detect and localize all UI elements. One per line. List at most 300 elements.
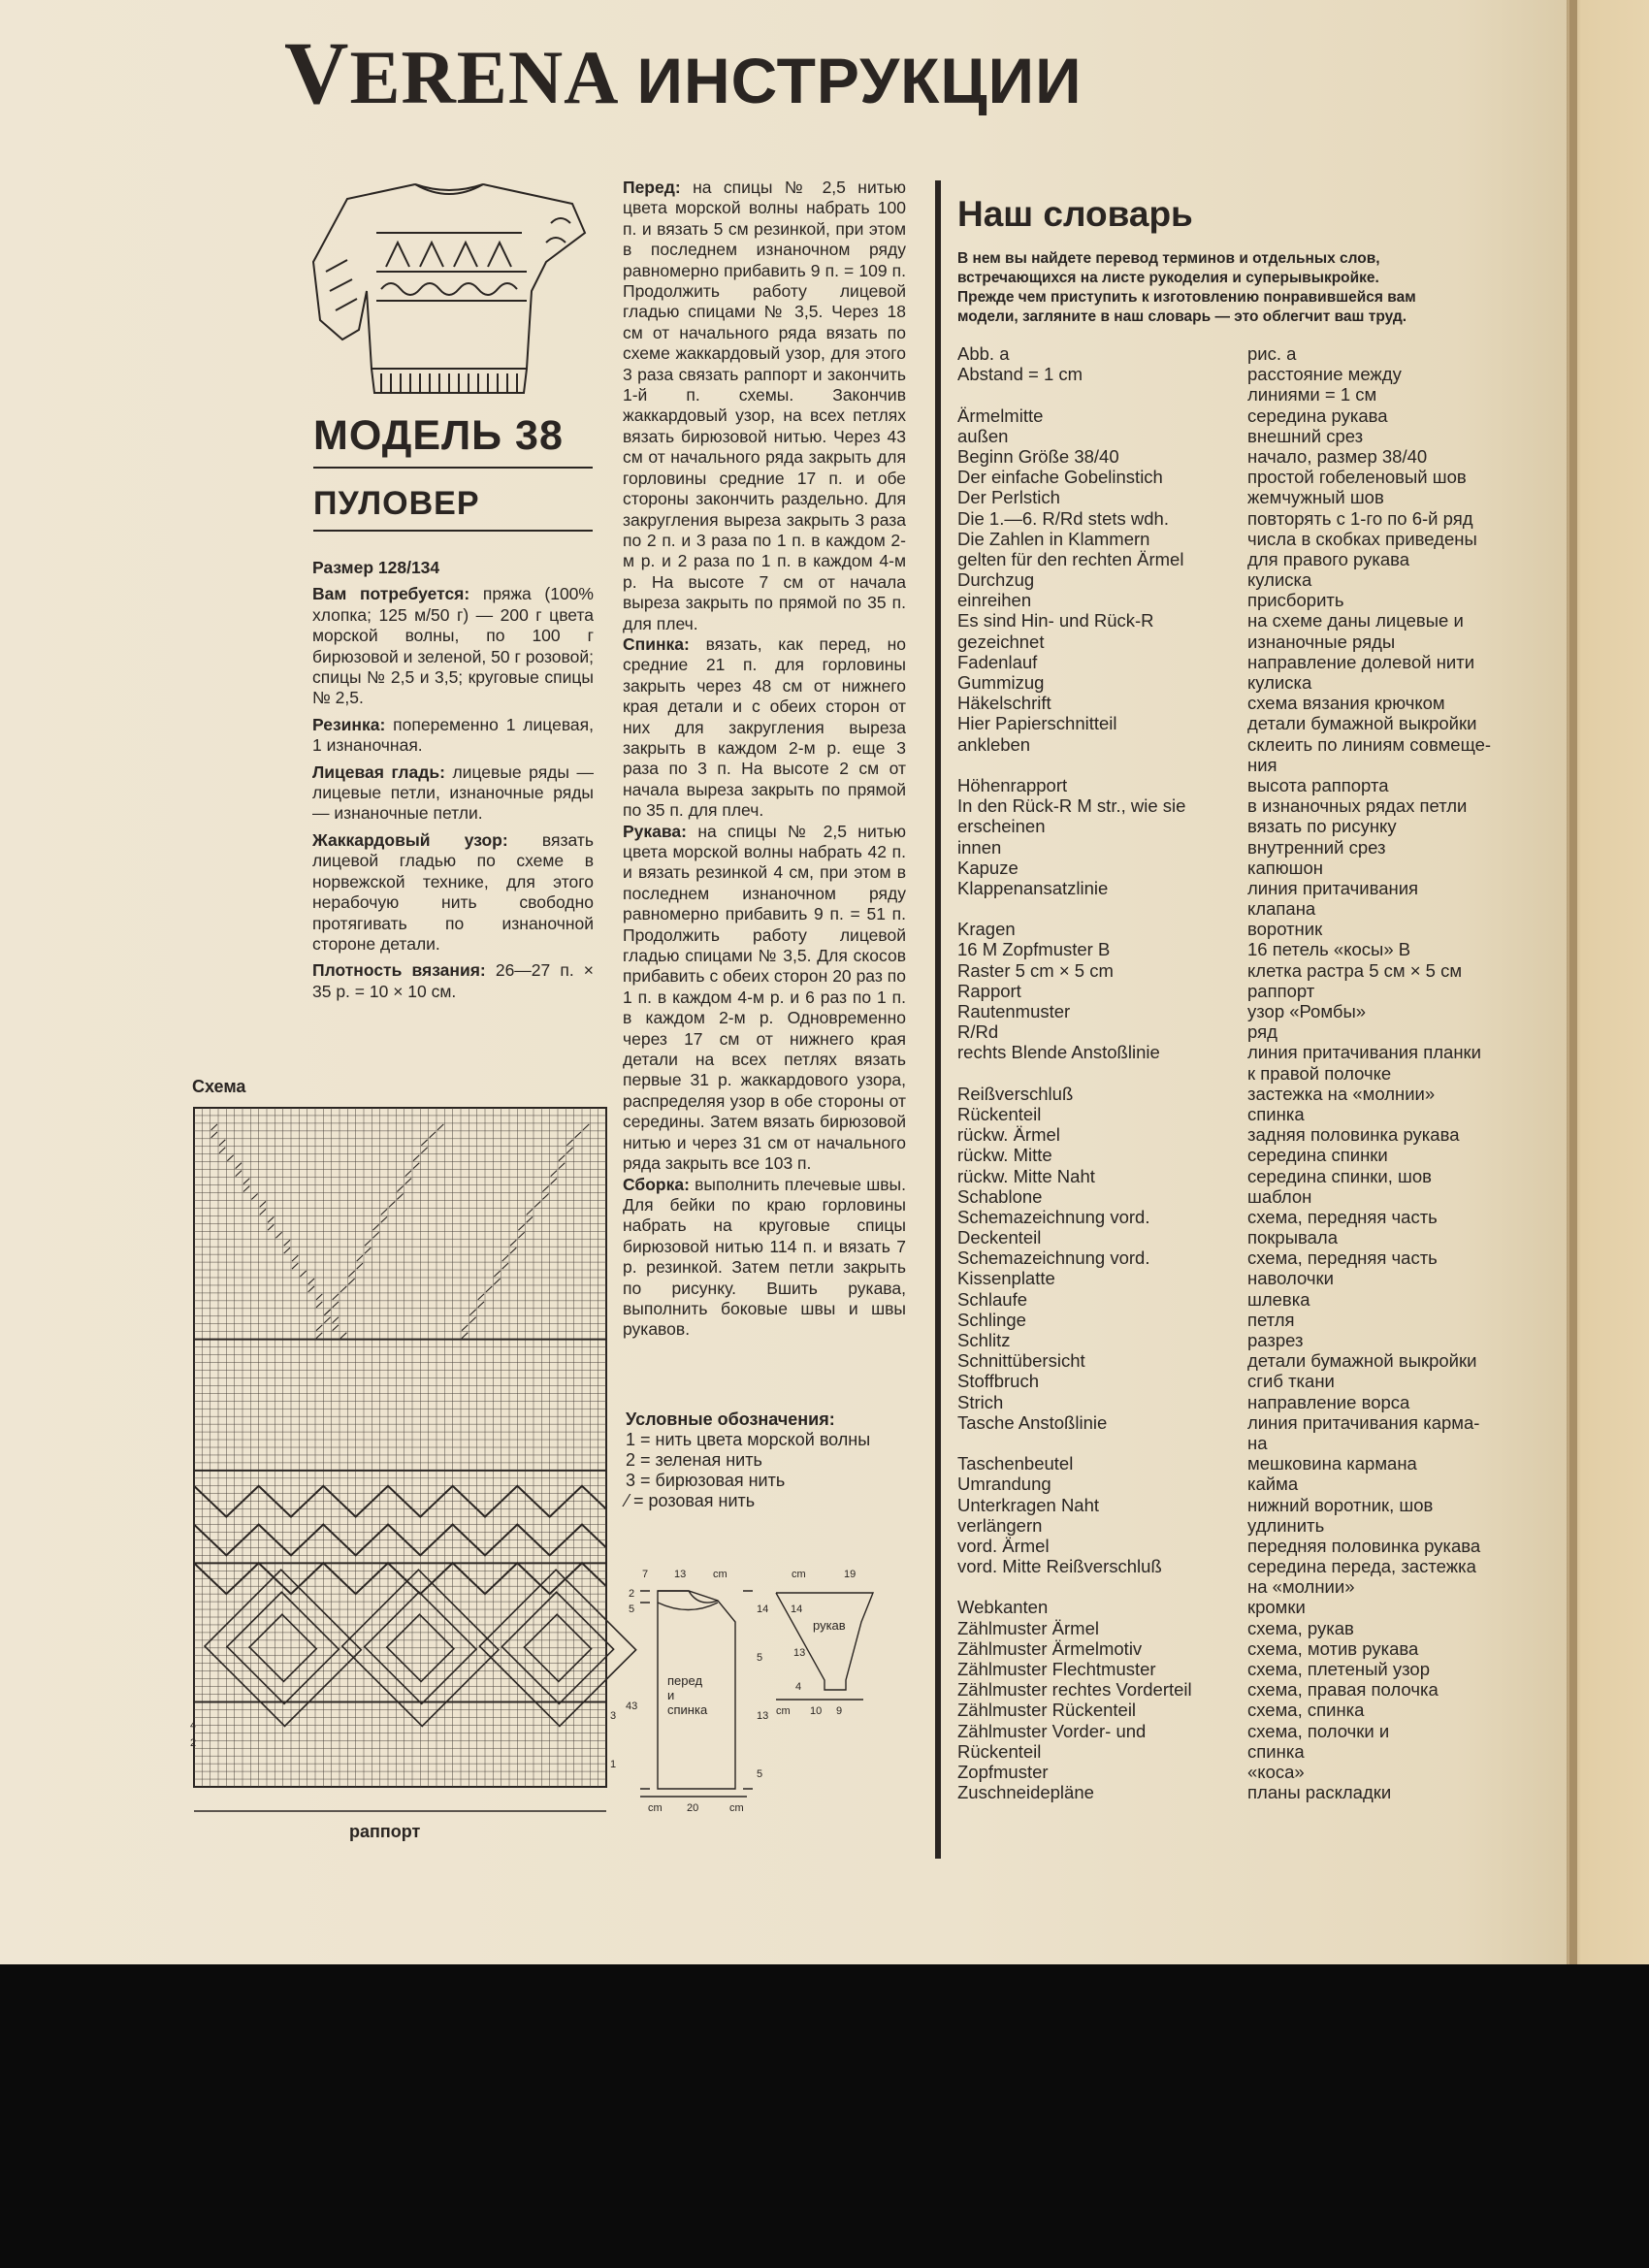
dictionary-term-russian: линиями = 1 см	[1247, 384, 1377, 405]
dictionary-term-german: Höhenrapport	[957, 774, 1068, 795]
dictionary-term-german: Der einfache Gobelinstich	[957, 467, 1163, 488]
stitch-mark	[300, 1271, 306, 1277]
stitch-mark	[357, 1263, 363, 1269]
dictionary-term-russian: схема, полочки и	[1247, 1720, 1390, 1741]
intro-line: Прежде чем приступить к изготовлению понравившейся вам	[957, 289, 1416, 306]
pattern-number: 10	[810, 1705, 823, 1717]
dictionary-term-russian: клапана	[1247, 898, 1316, 920]
dictionary-term-german: vord. Ärmel	[957, 1535, 1050, 1556]
stitch-mark	[365, 1240, 371, 1246]
dictionary-term-german: Stoffbruch	[957, 1371, 1039, 1392]
dictionary-term-german: In den Rück-R M str., wie sie	[957, 795, 1186, 817]
dictionary-term-russian: воротник	[1247, 919, 1323, 940]
dictionary-term-russian: схема, правая полочка	[1247, 1679, 1439, 1701]
stitch-mark	[527, 1209, 533, 1215]
dictionary-term-russian: направление долевой нити	[1247, 651, 1475, 672]
dictionary-term-german: Deckenteil	[957, 1227, 1042, 1248]
dictionary-term-german: Zählmuster Flechtmuster	[957, 1659, 1156, 1679]
stitch-mark	[348, 1279, 354, 1284]
dictionary-term-german	[957, 384, 1248, 405]
stitch-mark	[268, 1216, 274, 1222]
stitch-mark	[566, 1148, 572, 1153]
size-text: Размер 128/134	[312, 558, 440, 577]
back-label: Спинка:	[623, 633, 690, 654]
instructions-column-2	[623, 178, 906, 1341]
sleeve-label: рукав	[813, 1618, 846, 1633]
stitch-mark	[405, 1171, 411, 1177]
stitch-mark	[340, 1333, 346, 1339]
stitch-mark	[389, 1201, 395, 1207]
dictionary-term-german	[957, 1433, 1248, 1453]
pattern-number: cm	[648, 1802, 663, 1814]
dictionary-term-russian: спинка	[1247, 1103, 1305, 1124]
stitch-mark	[324, 1317, 330, 1323]
chart-side-mark: 1	[610, 1759, 617, 1770]
stitch-mark	[316, 1294, 322, 1300]
pattern-number: 7	[642, 1569, 649, 1580]
dictionary-term-russian: изнаночные ряды	[1247, 631, 1396, 652]
dictionary-term-german: Abb. a	[957, 343, 1010, 364]
stitch-mark	[430, 1132, 436, 1138]
chart-side-mark: 2	[190, 1737, 197, 1749]
stitch-mark	[357, 1255, 363, 1261]
dictionary-term-russian: внутренний срез	[1247, 836, 1386, 858]
stitch-mark	[551, 1171, 557, 1177]
stitch-mark	[211, 1124, 217, 1130]
stitch-mark	[469, 1317, 475, 1323]
intro-line: встречающихся на листе рукоделия и суперывыкройке.	[957, 270, 1379, 286]
stitch-mark	[527, 1216, 533, 1222]
front-back-label: и	[667, 1688, 675, 1702]
dictionary-term-german: Rapport	[957, 980, 1021, 1001]
dictionary-term-german: Schlinge	[957, 1309, 1026, 1330]
dictionary-term-german: Rückenteil	[957, 1740, 1042, 1762]
materials-label: Вам потребуется:	[312, 584, 470, 604]
stitch-mark	[333, 1302, 339, 1308]
pattern-number: 9	[836, 1705, 843, 1717]
dictionary-term-russian: схема вязания крючком	[1247, 693, 1445, 714]
stitch-mark	[397, 1186, 403, 1192]
dictionary-term-german: R/Rd	[957, 1021, 999, 1043]
stitch-mark	[219, 1148, 225, 1153]
pattern-number: 5	[757, 1652, 763, 1664]
stitch-mark	[551, 1179, 557, 1184]
stitch-mark	[559, 1155, 565, 1161]
dictionary-term-russian: середина рукава	[1247, 405, 1388, 426]
stitch-mark	[211, 1132, 217, 1138]
dictionary-term-german: Webkanten	[957, 1597, 1049, 1618]
stitch-mark	[518, 1224, 524, 1230]
dictionary-term-german: Taschenbeutel	[957, 1453, 1074, 1474]
dictionary-term-russian: покрывала	[1247, 1227, 1338, 1248]
dictionary-term-german: Schemazeichnung vord.	[957, 1206, 1150, 1227]
stitch-mark	[243, 1186, 249, 1192]
jacquard-text: вязать лицевой гладью по схеме в норвежской технике, для этого нерабочую нить свободно протягивать по изнаночной стороне детали.	[312, 829, 594, 954]
dictionary-term-german: verlängern	[957, 1514, 1043, 1536]
stitch-mark	[236, 1163, 242, 1169]
knitting-chart	[190, 1106, 617, 1817]
dictionary-term-german: Reißverschluß	[957, 1083, 1074, 1104]
dictionary-term-russian: клетка растра 5 см × 5 см	[1247, 959, 1463, 981]
stitch-mark	[494, 1279, 500, 1284]
dictionary-term-german: Zählmuster Ärmelmotiv	[957, 1637, 1143, 1659]
page-edge	[1567, 0, 1649, 1964]
dictionary-term-russian: середина спинки	[1247, 1145, 1388, 1166]
dictionary-term-russian: кулиска	[1247, 672, 1312, 693]
dictionary-term-german: Durchzug	[957, 569, 1035, 591]
dictionary-term-german: Zuschneidepläne	[957, 1782, 1094, 1803]
stitch-mark	[413, 1163, 419, 1169]
chart-side-mark: 4	[190, 1720, 197, 1732]
sweater-illustration	[308, 175, 590, 398]
stitch-mark	[292, 1263, 298, 1269]
dictionary-term-german: Häkelschrift	[957, 693, 1051, 714]
stitch-mark	[381, 1209, 387, 1215]
dictionary-term-russian: начало, размер 38/40	[1247, 445, 1428, 467]
dictionary-term-russian: жемчужный шов	[1247, 487, 1384, 508]
stitch-mark	[437, 1124, 443, 1130]
dictionary-term-russian: присборить	[1247, 590, 1344, 611]
pattern-number: cm	[776, 1705, 791, 1717]
page-spine	[1569, 0, 1577, 1964]
dictionary-term-german: einreihen	[957, 590, 1032, 611]
dictionary-term-german: Kragen	[957, 919, 1016, 940]
dictionary-term-german: Es sind Hin- und Rück-R	[957, 610, 1154, 632]
assembly-text: выполнить плечевые швы. Для бейки по краю горловины набрать на круговые спицы бирюзовой нитью 114 п. и вязать 7 р. резинкой. Затем петли закрыть по рисунку. Вшить рукава, выполнить боковые швы и швы рукавов.	[623, 1174, 906, 1340]
stitch-mark	[275, 1232, 281, 1238]
pattern-number: 13	[674, 1569, 687, 1580]
dictionary-term-russian: середина переда, застежка	[1247, 1556, 1476, 1577]
dictionary-term-russian: разрез	[1247, 1330, 1304, 1350]
pattern-number: 5	[757, 1768, 763, 1780]
pattern-number: 14	[791, 1604, 803, 1615]
dictionary-russian-column	[1247, 343, 1538, 1802]
dictionary-term-german: Beginn Größe 38/40	[957, 445, 1119, 467]
legend-title: Условные обозначения:	[626, 1409, 835, 1429]
instructions-column-1	[312, 558, 594, 1008]
stitch-mark	[462, 1325, 468, 1331]
garment-rule	[313, 530, 593, 532]
dictionary-term-german: Schnittübersicht	[957, 1350, 1085, 1372]
front-label: Перед:	[623, 178, 681, 197]
chart-side-mark: 3	[610, 1710, 617, 1722]
dictionary-term-german: vord. Mitte Reißverschluß	[957, 1556, 1162, 1577]
dictionary-term-german: Fadenlauf	[957, 651, 1038, 672]
jacquard-label: Жаккардовый узор:	[312, 829, 508, 850]
dictionary-term-russian: схема, передняя часть	[1247, 1247, 1438, 1269]
dictionary-term-russian: планы раскладки	[1247, 1782, 1392, 1803]
stitch-mark	[227, 1155, 233, 1161]
dictionary-term-russian: спинка	[1247, 1740, 1305, 1762]
dictionary-term-german: 16 M Zopfmuster B	[957, 939, 1111, 960]
column-divider	[935, 180, 941, 1859]
dictionary-term-russian: рис. а	[1247, 343, 1297, 364]
dictionary-term-russian: схема, спинка	[1247, 1700, 1365, 1721]
stitch-mark	[421, 1148, 427, 1153]
legend	[626, 1409, 907, 1511]
assembly-label: Сборка:	[623, 1174, 690, 1194]
front-text: на спицы № 2,5 нитью цвета морской волны набрать 100 п. и вязать 5 см резинкой, при этом в последнем изнаночном ряду равномерно прибавить 9 п. = 109 п. Продолжить работу лицевой гладью спицами № 3,5. Через 18 см от начального ряда вязать по схеме жаккардовый узор, для этого 3 раза связать раппорт и закончить 1-й п. схемы. Закончив жаккардовый узор, на всех петлях вязать бирюзовой нитью. Через 43 см от начального ряда закрыть для горловины средние 17 п. и обе стороны закончить раздельно. Для закругления выреза закрыть 3 раза по 2 п. и 3 раза по 1 п. в каждом 2-м р. и 2 раза по 1 п. в каждом 4-м р. На высоте 7 см от начала выреза закрыть по прямой по 35 п. для плеч.	[623, 178, 906, 633]
dictionary-term-german: Schemazeichnung vord.	[957, 1247, 1150, 1269]
stitch-mark	[518, 1232, 524, 1238]
dictionary-term-german: Gummizug	[957, 672, 1045, 693]
dictionary-term-german	[957, 755, 1248, 775]
chart-label: Схема	[192, 1077, 246, 1096]
legend-item: 1 = нить цвета морской волны	[626, 1430, 871, 1449]
stitch-mark	[494, 1271, 500, 1277]
stitch-mark	[478, 1302, 484, 1308]
dictionary-term-russian: числа в скобках приведены	[1247, 528, 1477, 549]
stockinette-text: лицевые ряды — лицевые петли, изнаночные ряды — изнаночные петли.	[312, 761, 594, 824]
stitch-mark	[268, 1224, 274, 1230]
stitch-mark	[469, 1310, 475, 1315]
rib-text: попеременно 1 лицевая, 1 изнаночная.	[312, 714, 594, 756]
dictionary-term-german: Umrandung	[957, 1474, 1051, 1495]
stitch-mark	[243, 1179, 249, 1184]
dictionary-term-german: Zählmuster Vorder- und	[957, 1720, 1147, 1741]
stitch-mark	[575, 1132, 581, 1138]
dictionary-term-russian: высота раппорта	[1247, 774, 1389, 795]
stitch-mark	[333, 1294, 339, 1300]
back-text: вязать, как перед, но средние 21 п. для горловины закрыть через 48 см от нижнего края детали и с обеих сторон от них для закругления выреза закрыть в каждом 2-м р. еще 3 раза по 3 п. На высоте 2 см от начала выреза закрыть по прямой по 35 п. для плеч.	[623, 633, 906, 821]
stitch-mark	[510, 1240, 516, 1246]
dictionary-term-russian: схема, передняя часть	[1247, 1206, 1438, 1227]
legend-item: 2 = зеленая нить	[626, 1450, 762, 1470]
dictionary-term-russian: кайма	[1247, 1474, 1299, 1495]
dictionary-term-german: Unterkragen Naht	[957, 1494, 1100, 1515]
stitch-mark	[413, 1155, 419, 1161]
dictionary-term-russian: на схеме даны лицевые и	[1247, 610, 1464, 632]
stitch-mark	[381, 1216, 387, 1222]
dictionary-term-russian: схема, плетеный узор	[1247, 1659, 1430, 1679]
dictionary-term-russian: направление ворса	[1247, 1391, 1410, 1412]
intro-line: В нем вы найдете перевод терминов и отдельных слов,	[957, 250, 1380, 267]
pattern-number: 13	[757, 1710, 769, 1722]
rapport-label: раппорт	[349, 1822, 421, 1841]
dictionary-term-russian: сгиб ткани	[1247, 1371, 1335, 1392]
stitch-mark	[421, 1140, 427, 1146]
dictionary-term-russian: задняя половинка рукава	[1247, 1124, 1460, 1146]
legend-item: ⁄ = розовая нить	[626, 1491, 756, 1510]
dictionary-term-german: rechts Blende Anstoßlinie	[957, 1042, 1160, 1063]
dictionary-term-russian: линия притачивания планки	[1247, 1042, 1481, 1063]
dictionary-term-russian: линия притачивания карма-	[1247, 1411, 1480, 1433]
dictionary-term-russian: вязать по рисунку	[1247, 816, 1397, 837]
dictionary-term-german: Schlitz	[957, 1330, 1011, 1350]
dictionary-term-russian: на «молнии»	[1247, 1576, 1355, 1598]
dictionary-term-russian: кулиска	[1247, 569, 1312, 591]
dictionary-term-german: Kapuze	[957, 857, 1018, 878]
dictionary-intro	[957, 249, 1481, 327]
dictionary-term-german: Die 1.—6. R/Rd stets wdh.	[957, 507, 1169, 529]
dictionary-term-german: erscheinen	[957, 816, 1046, 837]
dictionary-term-russian: шаблон	[1247, 1185, 1312, 1207]
dictionary-term-russian: на	[1247, 1432, 1268, 1453]
stitch-mark	[397, 1194, 403, 1200]
stockinette-label: Лицевая гладь:	[312, 761, 445, 782]
dictionary-term-german	[957, 1063, 1248, 1084]
dictionary-term-german	[957, 898, 1248, 919]
dictionary-term-german: Zählmuster Ärmel	[957, 1617, 1099, 1638]
stitch-mark	[510, 1247, 516, 1253]
dictionary-term-german: gelten für den rechten Ärmel	[957, 548, 1184, 569]
dictionary-term-german: Rückenteil	[957, 1103, 1042, 1124]
stitch-mark	[316, 1325, 322, 1331]
stitch-mark	[462, 1333, 468, 1339]
dictionary-term-german: Zopfmuster	[957, 1761, 1049, 1782]
stitch-mark	[219, 1140, 225, 1146]
stitch-mark	[365, 1247, 371, 1253]
dictionary-term-russian: ряд	[1247, 1021, 1277, 1043]
garment-title: ПУЛОВЕР	[313, 485, 480, 522]
dictionary-term-german: Abstand = 1 cm	[957, 364, 1083, 385]
stitch-mark	[340, 1286, 346, 1292]
pattern-schematic	[621, 1564, 912, 1826]
dictionary-term-russian: раппорт	[1247, 980, 1315, 1001]
dictionary-term-russian: кромки	[1247, 1597, 1306, 1618]
dictionary-term-russian: нижний воротник, шов	[1247, 1494, 1434, 1515]
legend-item: 3 = бирюзовая нить	[626, 1471, 786, 1490]
dictionary-term-german: außen	[957, 425, 1009, 446]
brand-logo: VERENA	[284, 23, 620, 122]
dictionary-term-german: rückw. Mitte Naht	[957, 1165, 1095, 1186]
sleeves-label: Рукава:	[623, 821, 687, 841]
dictionary-term-russian: «коса»	[1247, 1761, 1305, 1782]
dictionary-term-german: Die Zahlen in Klammern	[957, 528, 1150, 549]
dictionary-term-russian: застежка на «молнии»	[1247, 1083, 1436, 1104]
dictionary-term-german: Schablone	[957, 1185, 1043, 1207]
stitch-mark	[542, 1194, 548, 1200]
pattern-number: cm	[729, 1802, 744, 1814]
dictionary-term-russian: шлевка	[1247, 1288, 1310, 1310]
pattern-number: cm	[792, 1569, 806, 1580]
dictionary-term-german: rückw. Mitte	[957, 1145, 1052, 1166]
stitch-mark	[542, 1186, 548, 1192]
stitch-mark	[308, 1286, 314, 1292]
dictionary-term-russian: детали бумажной выкройки	[1247, 1350, 1477, 1372]
dictionary-term-russian: наволочки	[1247, 1268, 1334, 1289]
intro-line: модели, загляните в наш словарь — это облегчит ваш труд.	[957, 308, 1407, 325]
stitch-mark	[583, 1124, 589, 1130]
gauge-text: 26—27 п. × 35 р. = 10 × 10 см.	[312, 960, 594, 1001]
stitch-mark	[559, 1163, 565, 1169]
dictionary-term-russian: удлинить	[1247, 1514, 1325, 1536]
dictionary-term-russian: к правой полочке	[1247, 1062, 1392, 1084]
dictionary-term-german: Rautenmuster	[957, 1001, 1071, 1021]
dictionary-term-russian: схема, мотив рукава	[1247, 1637, 1419, 1659]
gauge-label: Плотность вязания:	[312, 960, 486, 981]
stitch-mark	[486, 1286, 492, 1292]
dictionary-term-russian: петля	[1247, 1309, 1295, 1330]
dictionary-term-german: Tasche Anstoßlinie	[957, 1411, 1108, 1433]
stitch-mark	[316, 1333, 322, 1339]
title-rule	[313, 467, 593, 469]
stitch-mark	[251, 1194, 257, 1200]
stitch-mark	[260, 1201, 266, 1207]
dictionary-term-russian: для правого рукава	[1247, 548, 1410, 569]
dictionary-term-russian: узор «Ромбы»	[1247, 1001, 1367, 1021]
stitch-mark	[405, 1179, 411, 1184]
dictionary-term-german: Zählmuster rechtes Vorderteil	[957, 1679, 1192, 1701]
rib-label: Резинка:	[312, 714, 386, 734]
dictionary-term-german: Zählmuster Rückenteil	[957, 1700, 1137, 1721]
dictionary-term-russian: передняя половинка рукава	[1247, 1535, 1481, 1556]
dictionary-term-german: innen	[957, 836, 1002, 858]
dictionary-term-russian: склеить по линиям совмеще-	[1247, 733, 1492, 755]
dictionary-term-german: rückw. Ärmel	[957, 1124, 1060, 1146]
dictionary-term-german: gezeichnet	[957, 631, 1045, 652]
dictionary-term-russian: внешний срез	[1247, 425, 1364, 446]
masthead	[284, 21, 1083, 124]
stitch-mark	[284, 1247, 290, 1253]
stitch-mark	[236, 1171, 242, 1177]
dictionary-term-german: Klappenansatzlinie	[957, 877, 1109, 898]
dictionary-term-german: Strich	[957, 1391, 1004, 1412]
pattern-number: 2	[629, 1588, 635, 1600]
stitch-mark	[566, 1140, 572, 1146]
sleeves-text: на спицы № 2,5 нитью цвета морской волны набрать 42 п. и вязать резинкой 4 см, при этом в последнем изнаночном ряду равномерно прибавить 9 п. = 51 п. Продолжить работу лицевой гладью спицами № 3,5. Для скосов прибавить с обеих сторон 20 раз по 1 п. в каждом 4-м р. и 6 раз по 1 п. в каждом 2-м р. Одновременно через 17 см от нижнего края детали на всех петлях вязать первые 31 р. жаккардового узора, распределяя узор в обе стороны от середины. Затем вязать бирюзовой нитью и через 31 см от начального ряда закрыть все 103 п.	[623, 821, 906, 1174]
dictionary-term-russian: простой гобеленовый шов	[1247, 467, 1467, 488]
dictionary-term-german: Kissenplatte	[957, 1268, 1055, 1289]
stitch-mark	[260, 1209, 266, 1215]
materials-text: пряжа (100% хлопка; 125 м/50 г) — 200 г цвета морской волны, по 100 г бирюзовой и зеленой, 50 г розовой; спицы № 2,5 и 3,5; круговые спицы № 2,5.	[312, 584, 595, 708]
stitch-mark	[502, 1255, 508, 1261]
pattern-number: 19	[844, 1569, 857, 1580]
pattern-number: cm	[713, 1569, 728, 1580]
dictionary-title: Наш словарь	[957, 194, 1193, 234]
stitch-mark	[372, 1224, 378, 1230]
stitch-mark	[333, 1325, 339, 1331]
dictionary-term-german: Hier Papierschnitteil	[957, 713, 1117, 734]
pattern-number: 13	[793, 1647, 806, 1659]
dictionary-term-russian: середина спинки, шов	[1247, 1165, 1432, 1186]
pattern-number: 4	[795, 1681, 802, 1693]
pattern-number: 43	[626, 1701, 638, 1712]
dictionary-term-russian: расстояние между	[1247, 364, 1402, 385]
front-back-label: спинка	[667, 1702, 708, 1717]
dictionary-term-german	[957, 1576, 1248, 1597]
stitch-mark	[292, 1255, 298, 1261]
dictionary-term-russian: капюшон	[1247, 857, 1324, 878]
dictionary-term-russian: линия притачивания	[1247, 877, 1419, 898]
model-title: МОДЕЛЬ 38	[313, 412, 564, 459]
stitch-mark	[372, 1232, 378, 1238]
stitch-mark	[324, 1310, 330, 1315]
pattern-number: 20	[687, 1802, 699, 1814]
stitch-mark	[316, 1302, 322, 1308]
stitch-mark	[534, 1201, 540, 1207]
stitch-mark	[308, 1279, 314, 1284]
dictionary-term-russian: 16 петель «косы» В	[1247, 939, 1411, 960]
dictionary-term-german: ankleben	[957, 733, 1031, 755]
stitch-mark	[502, 1263, 508, 1269]
stitch-mark	[284, 1240, 290, 1246]
section-title: ИНСТРУКЦИИ	[636, 45, 1083, 116]
stitch-mark	[478, 1294, 484, 1300]
dictionary-term-russian: схема, рукав	[1247, 1617, 1354, 1638]
dictionary-term-german: Raster 5 cm × 5 cm	[957, 959, 1114, 981]
dictionary-term-russian: детали бумажной выкройки	[1247, 713, 1477, 734]
dictionary-term-russian: в изнаночных рядах петли	[1247, 795, 1468, 817]
pattern-number: 5	[629, 1604, 635, 1615]
dictionary-term-german: Schlaufe	[957, 1288, 1027, 1310]
stitch-mark	[348, 1271, 354, 1277]
dictionary-german-column	[957, 343, 1248, 1802]
front-back-label: перед	[667, 1673, 703, 1688]
dictionary-term-german: Ärmelmitte	[957, 405, 1044, 426]
pattern-number: 14	[757, 1604, 769, 1615]
dictionary-term-russian: мешковина кармана	[1247, 1453, 1417, 1474]
